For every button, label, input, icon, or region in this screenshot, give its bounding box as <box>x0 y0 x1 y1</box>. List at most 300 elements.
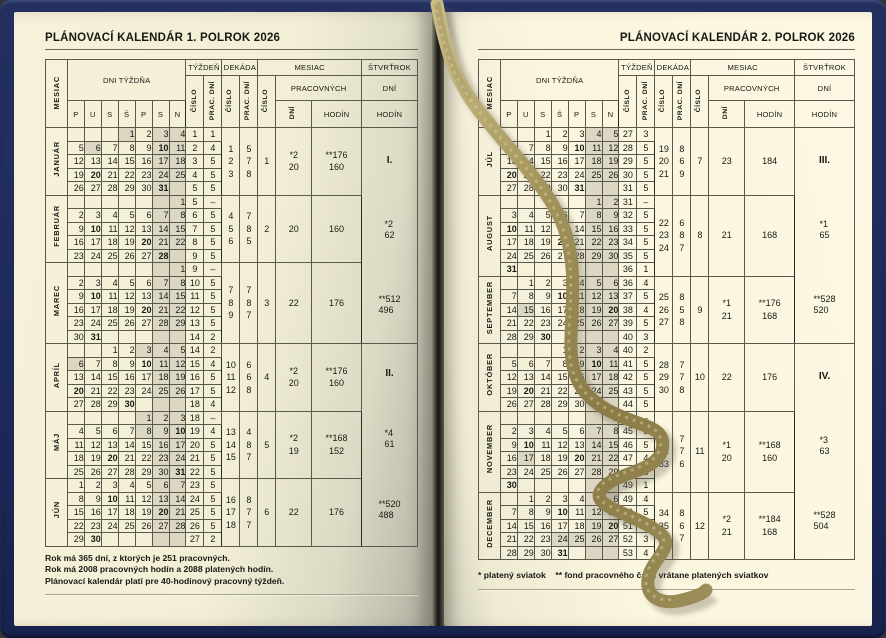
day-cell <box>135 398 152 412</box>
day-cell <box>534 344 551 358</box>
week-workdays-cell: 5 <box>637 506 655 520</box>
month-hours <box>312 479 362 547</box>
day-cell: 31 <box>551 546 568 560</box>
decade-number: 20 <box>658 156 669 166</box>
day-cell: 30 <box>551 182 568 196</box>
day-cell: 26 <box>135 519 152 533</box>
week-number-cell: 30 <box>619 168 637 182</box>
day-cell: 7 <box>101 141 118 155</box>
day-cell <box>118 411 135 425</box>
day-cell: 22 <box>101 384 118 398</box>
day-cell <box>135 330 152 344</box>
header-quarter-hours: HODÍN <box>795 101 855 128</box>
day-cell: 4 <box>585 128 602 142</box>
quarter-label: III. <box>818 154 831 166</box>
decade-numbers <box>655 276 673 344</box>
day-cell <box>118 330 135 344</box>
header-day-letter-4: P <box>568 101 585 128</box>
page-footer-line: Plánovací kalendár platí pre 40-hodinový pracovný týždeň. <box>45 575 285 586</box>
day-cell: 21 <box>84 384 101 398</box>
day-cell <box>67 128 84 142</box>
calendar-header <box>479 60 855 128</box>
day-cell: 6 <box>84 141 101 155</box>
decade-workday: 7 <box>679 372 685 382</box>
page-right <box>444 12 872 626</box>
month-workdays <box>709 276 745 344</box>
week-number-cell: 48 <box>619 465 637 479</box>
quarter-hours-line: **528 <box>813 294 836 305</box>
week-number-cell: 31 <box>619 195 637 209</box>
header-day-letter-6: N <box>169 101 186 128</box>
month-workdays <box>276 195 312 263</box>
quarter-label: IV. <box>818 370 831 382</box>
quarter-hours <box>813 294 835 316</box>
header-working-hours: HODÍN <box>312 101 362 128</box>
header-day-letter-3: Š <box>551 101 568 128</box>
day-cell: 13 <box>84 155 101 169</box>
day-cell: 9 <box>534 506 551 520</box>
decade-number: 1 <box>228 143 234 154</box>
week-number-cell: 38 <box>619 303 637 317</box>
day-cell: 6 <box>500 141 517 155</box>
month-hours-line: **176 <box>758 298 781 309</box>
header-quarter-days: DNÍ <box>361 76 417 101</box>
day-cell: 24 <box>517 465 534 479</box>
month-workdays <box>709 128 745 196</box>
day-cell: 22 <box>585 236 602 250</box>
week-workdays-cell: – <box>637 195 655 209</box>
day-cell <box>602 330 619 344</box>
quarter-days <box>820 219 830 241</box>
month-workdays-line: 21 <box>721 230 732 241</box>
month-hours-line: **168 <box>758 440 781 450</box>
decade-workday: 8 <box>679 143 685 154</box>
header-week-group: TÝŽDEŇ <box>619 60 655 76</box>
week-workdays-cell: 1 <box>204 128 222 142</box>
decade-number: 24 <box>658 242 669 253</box>
quarter-days <box>820 435 830 457</box>
day-cell: 28 <box>585 465 602 479</box>
day-cell: 9 <box>118 357 135 371</box>
header-decade-number-text: ČÍSLO <box>659 88 667 113</box>
week-workdays-cell: 4 <box>637 303 655 317</box>
week-workdays-cell: 2 <box>204 344 222 358</box>
header-decade-number <box>222 76 240 128</box>
header-row-groups <box>46 60 418 76</box>
day-cell <box>602 546 619 560</box>
week-workdays-cell: 5 <box>637 290 655 304</box>
day-cell: 29 <box>67 533 84 547</box>
month-workdays-line: *2 <box>289 365 298 376</box>
month-label <box>479 344 501 412</box>
week-number-cell: 45 <box>619 425 637 439</box>
month-label <box>479 492 501 560</box>
day-cell <box>551 263 568 277</box>
day-cell: 27 <box>551 249 568 263</box>
day-cell: 1 <box>534 128 551 142</box>
day-cell: 28 <box>169 519 186 533</box>
week-workdays-cell: 3 <box>637 533 655 547</box>
decade-workday: 9 <box>679 168 685 179</box>
day-cell <box>67 411 84 425</box>
quarter-days-line: *1 <box>819 218 829 229</box>
day-cell <box>568 330 585 344</box>
header-decade-workdays-text: PRAC. DNÍ <box>244 80 252 121</box>
day-cell: 23 <box>534 317 551 331</box>
day-cell: 3 <box>551 492 568 506</box>
decade-number: 34 <box>658 508 669 518</box>
day-cell: 20 <box>152 506 169 520</box>
day-cell: 17 <box>517 452 534 466</box>
day-cell: 27 <box>101 465 118 479</box>
header-working-label: PRACOVNÝCH <box>276 76 362 101</box>
day-cell: 17 <box>169 438 186 452</box>
week-number-cell: 22 <box>186 465 204 479</box>
day-cell: 3 <box>135 344 152 358</box>
decade-number: 11 <box>226 372 236 382</box>
decade-workdays <box>673 128 691 196</box>
week-number-cell: 44 <box>619 398 637 412</box>
day-cell: 5 <box>118 209 135 223</box>
day-cell: 30 <box>500 479 517 493</box>
week-workdays-cell: 5 <box>204 492 222 506</box>
decade-number: 31 <box>658 433 669 444</box>
day-cell: 7 <box>118 425 135 439</box>
week-workdays-cell: 2 <box>637 344 655 358</box>
week-number-cell: 24 <box>186 492 204 506</box>
day-cell: 12 <box>67 155 84 169</box>
day-cell: 25 <box>534 465 551 479</box>
day-cell: 20 <box>568 452 585 466</box>
day-cell <box>101 195 118 209</box>
day-cell: 5 <box>118 276 135 290</box>
day-cell <box>585 479 602 493</box>
week-workdays-cell: 5 <box>637 182 655 196</box>
month-workdays-line: 20 <box>288 162 299 173</box>
week-number-cell: 37 <box>619 290 637 304</box>
day-cell: 7 <box>500 506 517 520</box>
day-cell: 15 <box>534 155 551 169</box>
decade-numbers <box>655 411 673 492</box>
week-number-cell: 28 <box>619 141 637 155</box>
decade-workday: 8 <box>246 384 252 395</box>
day-cell: 5 <box>534 209 551 223</box>
month-label-text: SEPTEMBER <box>484 280 494 334</box>
day-cell: 25 <box>118 519 135 533</box>
week-row <box>46 128 418 142</box>
day-cell: 15 <box>118 155 135 169</box>
day-cell: 28 <box>500 546 517 560</box>
day-cell: 16 <box>152 438 169 452</box>
day-cell: 31 <box>585 398 602 412</box>
day-cell: 16 <box>67 236 84 250</box>
day-cell: 18 <box>101 303 118 317</box>
day-cell <box>585 330 602 344</box>
day-cell: 23 <box>135 168 152 182</box>
day-cell: 3 <box>152 128 169 142</box>
day-cell <box>118 195 135 209</box>
decade-workday: 7 <box>679 242 685 253</box>
month-hours-line: 168 <box>762 310 778 321</box>
month-label-text: MÁJ <box>51 433 61 452</box>
day-cell <box>602 182 619 196</box>
day-cell: 12 <box>118 222 135 236</box>
month-hours-line: 160 <box>329 162 345 173</box>
week-workdays-cell: 5 <box>637 317 655 331</box>
decade-number: 6 <box>228 236 234 246</box>
day-cell: 31 <box>568 182 585 196</box>
day-cell: 26 <box>602 168 619 182</box>
header-decade-workdays-text: PRAC. DNÍ <box>677 80 685 121</box>
week-workdays-cell: 5 <box>204 290 222 304</box>
day-cell: 7 <box>152 276 169 290</box>
decade-numbers <box>222 344 240 412</box>
quarter-label: II. <box>385 368 394 380</box>
day-cell: 25 <box>602 384 619 398</box>
day-cell: 21 <box>101 168 118 182</box>
day-cell: 8 <box>118 141 135 155</box>
month-hours-line: 152 <box>329 445 345 456</box>
day-cell: 5 <box>551 425 568 439</box>
week-number-cell: 20 <box>186 438 204 452</box>
day-cell: 28 <box>152 249 169 263</box>
day-cell: 30 <box>534 546 551 560</box>
month-workdays <box>276 411 312 479</box>
decade-workdays <box>240 479 258 547</box>
day-cell: 21 <box>517 168 534 182</box>
decade-workdays <box>240 411 258 479</box>
calendar-table-right <box>478 59 855 560</box>
day-cell <box>152 195 169 209</box>
day-cell: 21 <box>169 506 186 520</box>
decade-number: 22 <box>658 217 669 228</box>
day-cell: 7 <box>84 357 101 371</box>
day-cell: 1 <box>551 344 568 358</box>
month-hours <box>312 263 362 344</box>
week-number-cell: 29 <box>619 155 637 169</box>
month-label-text: DECEMBER <box>484 498 494 548</box>
day-cell <box>568 546 585 560</box>
header-month-column <box>479 60 501 128</box>
day-cell: 8 <box>101 357 118 371</box>
week-number-cell: 5 <box>186 195 204 209</box>
month-workdays-line: *2 <box>289 433 298 444</box>
week-number-cell: 4 <box>186 168 204 182</box>
day-cell: 9 <box>67 290 84 304</box>
day-cell <box>67 344 84 358</box>
decade-workday: 6 <box>679 156 685 166</box>
decade-number: 13 <box>225 427 236 437</box>
day-cell: 20 <box>84 168 101 182</box>
day-cell: 26 <box>534 249 551 263</box>
week-workdays-cell: 5 <box>637 222 655 236</box>
day-cell <box>551 195 568 209</box>
day-cell: 27 <box>568 465 585 479</box>
day-cell: 25 <box>67 465 84 479</box>
week-number-cell: 7 <box>186 222 204 236</box>
month-hours <box>745 195 795 276</box>
decade-number: 14 <box>225 439 236 450</box>
page-footer-line: * platený sviatok ** fond pracovného času vrátane platených sviatkov <box>478 570 769 580</box>
decade-workdays <box>240 128 258 196</box>
day-cell: 6 <box>602 276 619 290</box>
day-cell: 24 <box>84 317 101 331</box>
day-cell: 8 <box>517 290 534 304</box>
day-cell: 28 <box>568 249 585 263</box>
week-workdays-cell: 2 <box>204 330 222 344</box>
week-workdays-cell: 5 <box>204 371 222 385</box>
month-number: 1 <box>258 128 276 196</box>
day-cell: 5 <box>169 344 186 358</box>
day-cell: 26 <box>84 465 101 479</box>
month-workdays-line: *2 <box>722 514 731 525</box>
day-cell: 21 <box>152 236 169 250</box>
day-cell: 14 <box>101 155 118 169</box>
day-cell: 29 <box>101 398 118 412</box>
day-cell: 2 <box>118 344 135 358</box>
day-cell: 29 <box>585 249 602 263</box>
day-cell <box>568 411 585 425</box>
decade-number: 33 <box>658 458 669 469</box>
day-cell: 8 <box>585 209 602 223</box>
week-number-cell: 25 <box>186 506 204 520</box>
decade-workday: 6 <box>246 372 252 382</box>
day-cell: 13 <box>568 438 585 452</box>
decade-number: 7 <box>228 285 234 296</box>
header-month-number-text: ČÍSLO <box>262 88 270 113</box>
day-cell: 17 <box>551 303 568 317</box>
month-label <box>479 195 501 276</box>
day-cell <box>585 263 602 277</box>
month-number: 10 <box>691 344 709 412</box>
header-quarter-group: ŠTVRŤROK <box>795 60 855 76</box>
day-cell: 27 <box>500 182 517 196</box>
decade-number: 36 <box>658 533 669 543</box>
decade-number: 17 <box>225 507 236 517</box>
day-cell: 26 <box>118 317 135 331</box>
month-hours-line: **168 <box>325 433 348 444</box>
day-cell: 23 <box>84 519 101 533</box>
day-cell: 9 <box>67 222 84 236</box>
day-cell <box>500 128 517 142</box>
day-cell: 1 <box>169 195 186 209</box>
day-cell: 14 <box>585 438 602 452</box>
day-cell: 26 <box>169 384 186 398</box>
day-cell: 12 <box>602 141 619 155</box>
decade-number: 2 <box>228 156 234 166</box>
header-day-letter-2: S <box>534 101 551 128</box>
day-cell: 17 <box>101 506 118 520</box>
week-workdays-cell: 5 <box>204 465 222 479</box>
decade-number: 4 <box>228 211 234 221</box>
month-label <box>479 128 501 196</box>
decade-workday: 5 <box>679 304 685 315</box>
day-cell <box>568 479 585 493</box>
day-cell: 18 <box>517 236 534 250</box>
day-cell: 23 <box>568 384 585 398</box>
day-cell: 23 <box>602 236 619 250</box>
day-cell: 27 <box>152 519 169 533</box>
header-decade-group: DEKÁDA <box>222 60 258 76</box>
week-number-cell: 39 <box>619 317 637 331</box>
week-number-cell: 17 <box>186 384 204 398</box>
month-workdays <box>709 195 745 276</box>
month-workdays-line: 20 <box>721 452 732 463</box>
decade-number: 35 <box>658 520 669 531</box>
decade-workday: 8 <box>246 223 252 234</box>
day-cell: 15 <box>517 303 534 317</box>
week-workdays-cell: 5 <box>637 357 655 371</box>
day-cell: 13 <box>602 506 619 520</box>
week-number-cell: 8 <box>186 236 204 250</box>
quarter-summary <box>361 128 417 344</box>
month-workdays <box>276 128 312 196</box>
day-cell: 12 <box>585 290 602 304</box>
week-number-cell: 47 <box>619 452 637 466</box>
week-number-cell: 23 <box>186 479 204 493</box>
day-cell: 4 <box>101 276 118 290</box>
decade-workday: 8 <box>679 230 685 241</box>
day-cell: 25 <box>517 249 534 263</box>
day-cell <box>517 128 534 142</box>
decade-workdays <box>673 344 691 412</box>
week-workdays-cell: 5 <box>204 249 222 263</box>
month-label <box>46 128 68 196</box>
day-cell: 9 <box>602 209 619 223</box>
day-cell <box>135 263 152 277</box>
week-number-cell: 41 <box>619 357 637 371</box>
decade-numbers <box>655 344 673 412</box>
decade-number: 21 <box>658 168 669 179</box>
month-label-text: AUGUST <box>484 214 494 251</box>
week-number-cell: 9 <box>186 263 204 277</box>
day-cell <box>534 479 551 493</box>
decade-number: 28 <box>658 359 669 370</box>
header-month-group: MESIAC <box>691 60 795 76</box>
week-workdays-cell: 4 <box>204 141 222 155</box>
decade-number: 18 <box>225 519 236 530</box>
day-cell: 18 <box>118 506 135 520</box>
decade-workdays <box>673 492 691 560</box>
decade-workday: 7 <box>246 310 252 321</box>
day-cell: 15 <box>101 371 118 385</box>
week-number-cell: 36 <box>619 276 637 290</box>
week-workdays-cell: 5 <box>637 141 655 155</box>
week-number-cell: 51 <box>619 519 637 533</box>
day-cell: 27 <box>67 398 84 412</box>
day-cell: 27 <box>517 398 534 412</box>
day-cell: 9 <box>152 425 169 439</box>
week-workdays-cell: 5 <box>204 384 222 398</box>
day-cell <box>152 330 169 344</box>
day-cell: 14 <box>152 290 169 304</box>
week-number-cell: 18 <box>186 411 204 425</box>
decade-numbers <box>222 411 240 479</box>
month-workdays-line: 21 <box>721 526 732 537</box>
day-cell: 11 <box>101 290 118 304</box>
day-cell: 18 <box>67 452 84 466</box>
week-number-cell: 40 <box>619 330 637 344</box>
day-cell: 22 <box>551 384 568 398</box>
day-cell <box>169 398 186 412</box>
week-number-cell: 26 <box>186 519 204 533</box>
week-workdays-cell: – <box>204 411 222 425</box>
quarter-summary-content <box>795 128 854 343</box>
book-spine-gutter <box>432 12 444 626</box>
header-working-days-text: DNÍ <box>722 106 730 120</box>
header-week-number <box>186 76 204 128</box>
day-cell: 2 <box>67 209 84 223</box>
